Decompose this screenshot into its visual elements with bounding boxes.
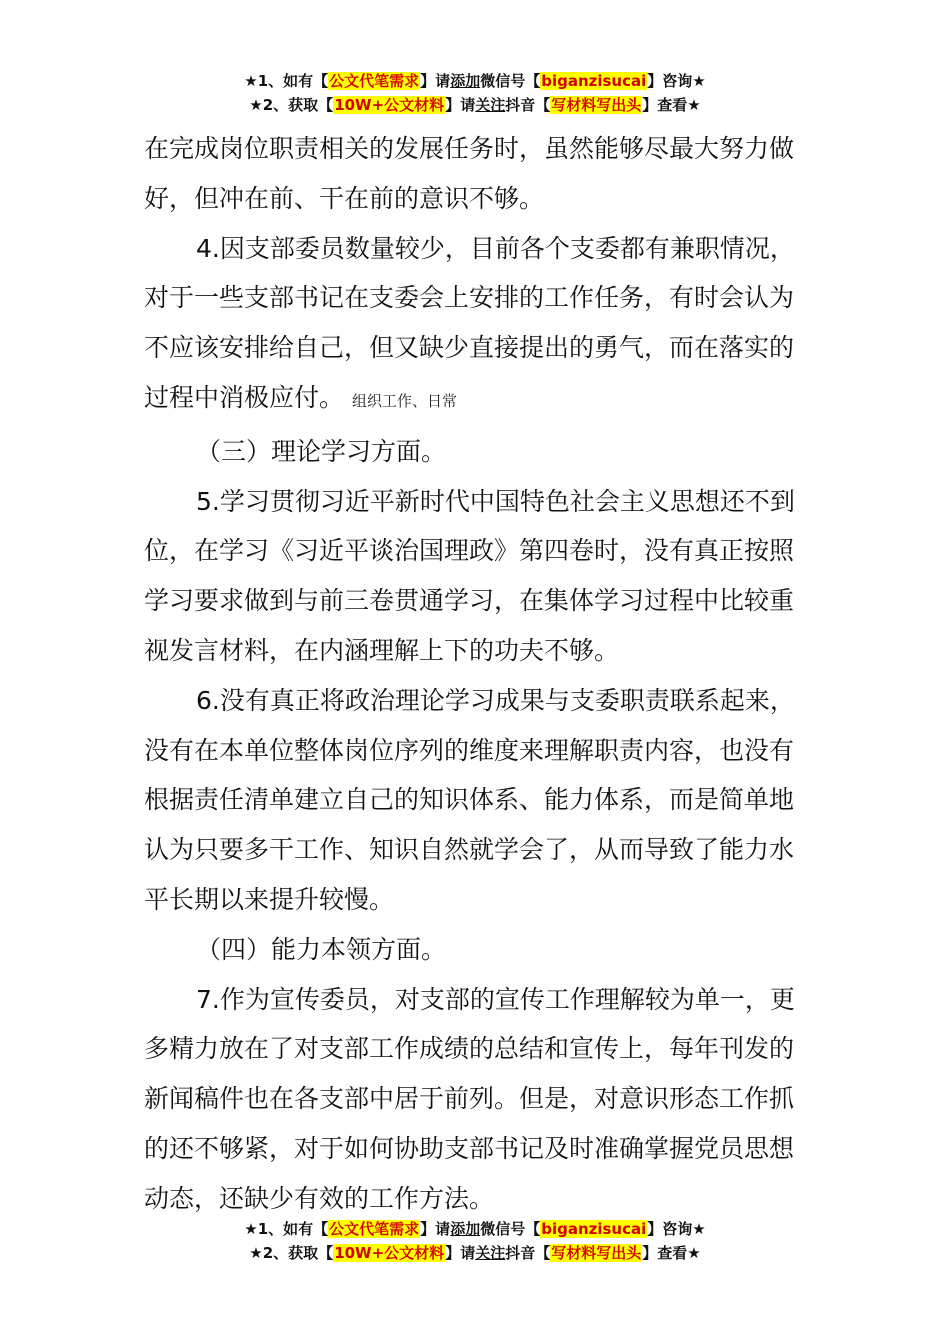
banner-underlined-text: 关注: [475, 96, 506, 114]
promo-banner-footer-line-2: [0, 1242, 950, 1264]
banner-underlined-text: 添加: [450, 1220, 481, 1238]
banner-text: 】请: [445, 96, 476, 114]
banner-underlined-text: 关注: [475, 1244, 506, 1262]
promo-banner-line-2: [0, 94, 950, 116]
paragraph: 6.没有真正将政治理论学习成果与支委职责联系起来，没有在本单位整体岗位序列的维度来理解职责内容，也没有根据责任清单建立自己的知识体系、能力体系，而是简单地认为只要多干工作、知识自然就学会了，从而导致了能力水平长期以来提升较慢。: [144, 685, 795, 914]
banner-text: 】请: [445, 1244, 476, 1262]
banner-text: ★2、获取【: [249, 1244, 334, 1262]
banner-text: 微信号【: [480, 72, 541, 90]
banner-wechat-id: biganzisucai: [541, 1220, 647, 1238]
banner-douyin-account: 写材料写出头: [551, 1244, 642, 1262]
paragraph: 在完成岗位职责相关的发展任务时，虽然能够尽最大努力做好，但冲在前、干在前的意识不够。: [144, 134, 795, 213]
promo-banner-line-1: [0, 70, 950, 92]
banner-text: 】请: [420, 1220, 451, 1238]
paragraph: 5.学习贯彻习近平新时代中国特色社会主义思想还不到位，在学习《习近平谈治国理政》第四卷时，没有真正按照学习要求做到与前三卷贯通学习，在集体学习过程中比较重视发言材料，在内涵理解上下的功夫不够。: [144, 486, 795, 665]
banner-highlight: 公文代笔需求: [329, 72, 420, 90]
banner-text: 】咨询★: [647, 1220, 706, 1238]
paragraph: 7.作为宣传委员，对支部的宣传工作理解较为单一，更多精力放在了对支部工作成绩的总结和宣传上，每年刊发的新闻稿件也在各支部中居于前列。但是，对意识形态工作抓的还不够紧，对于如何协助支部书记及时准确掌握党员思想动态，还缺少有效的工作方法。: [144, 984, 795, 1213]
banner-text: 】查看★: [642, 96, 701, 114]
banner-text: ★2、获取【: [249, 96, 334, 114]
banner-text: 】查看★: [642, 1244, 701, 1262]
banner-text: 微信号【: [480, 1220, 541, 1238]
banner-text: 抖音【: [505, 1244, 551, 1262]
banner-text: ★1、如有【: [244, 72, 329, 90]
banner-underlined-text: 添加: [450, 72, 481, 90]
paragraph: 4.因支部委员数量较少，目前各个支委都有兼职情况，对于一些支部书记在支委会上安排的工作任务，有时会认为不应该安排给自己，但又缺少直接提出的勇气，而在落实的过程中消极应付。 组织工作、日常: [144, 233, 795, 412]
inline-note: 组织工作、日常: [352, 391, 458, 410]
banner-douyin-account: 写材料写出头: [551, 96, 642, 114]
banner-highlight: 公文代笔需求: [329, 1220, 420, 1238]
banner-wechat-id: biganzisucai: [541, 72, 647, 90]
document-body: [144, 124, 809, 1224]
promo-banner-footer-line-1: [0, 1218, 950, 1240]
banner-text: 】咨询★: [647, 72, 706, 90]
banner-highlight: 10W+公文材料: [334, 1244, 445, 1262]
banner-text: 抖音【: [505, 96, 551, 114]
banner-highlight: 10W+公文材料: [334, 96, 445, 114]
section-heading: （四）能力本领方面。: [196, 934, 447, 964]
section-heading: （三）理论学习方面。: [196, 436, 447, 466]
banner-text: ★1、如有【: [244, 1220, 329, 1238]
banner-text: 】请: [420, 72, 451, 90]
